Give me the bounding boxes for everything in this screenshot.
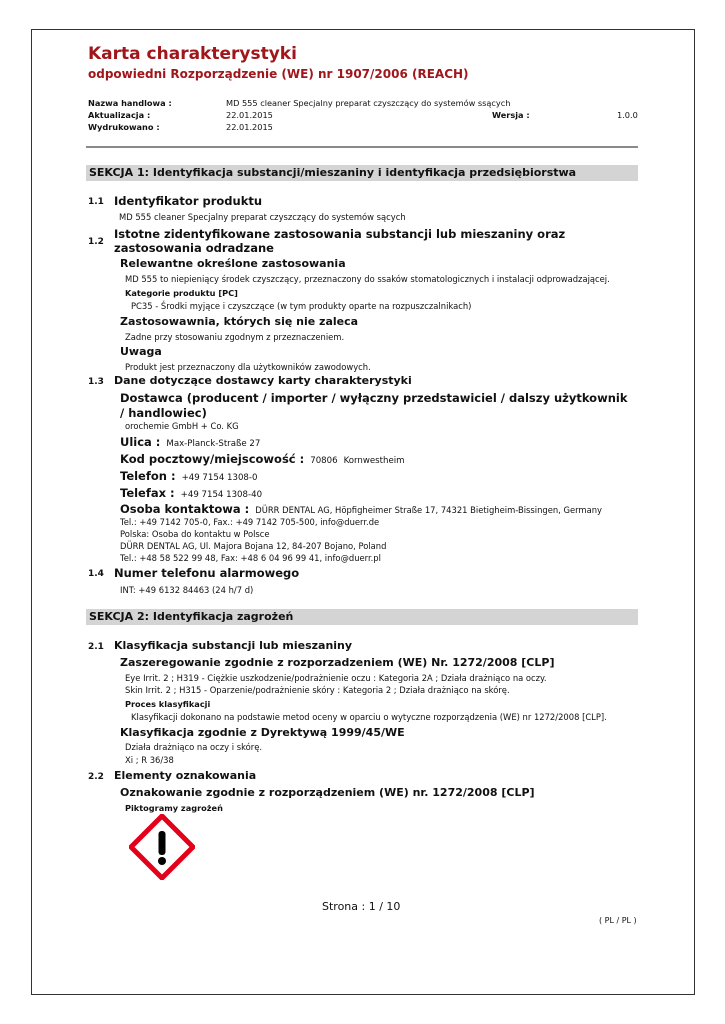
- document-subtitle: odpowiedni Rozporządzenie (WE) nr 1907/2006 (REACH): [88, 67, 469, 81]
- fax-label: Telefax :: [120, 486, 175, 500]
- version-value: 1.0.0: [617, 110, 638, 120]
- update-label: Aktualizacja :: [88, 110, 151, 120]
- header-divider: [86, 146, 638, 148]
- section-2-1-title: Klasyfikacja substancji lub mieszaniny: [114, 639, 353, 652]
- postal-label: Kod pocztowy/miejscowość :: [120, 452, 305, 466]
- directive-classification-title: Klasyfikacja zgodnie z Dyrektywą 1999/45/WE: [120, 726, 405, 739]
- document-title: Karta charakterystyki: [88, 44, 297, 64]
- supplier-title: Dostawca (producent / importer / wyłączny przedstawiciel / dalszy użytkownik / handlowiec): [120, 391, 628, 420]
- section-1-1-title: Identyfikator produktu: [114, 194, 263, 208]
- relevant-uses-title: Relewantne określone zastosowania: [120, 257, 346, 270]
- relevant-uses-text: MD 555 to niepieniący środek czyszczący, przeznaczony do ssaków stomatologicznych i instalacji odprowadzającej.: [125, 274, 610, 284]
- street-label: Ulica :: [120, 435, 161, 449]
- section-2-header: SEKCJA 2: Identyfikacja zagrożeń: [86, 609, 638, 625]
- emergency-phone-text: INT: +49 6132 84463 (24 h/7 d): [120, 585, 254, 595]
- clp-labelling-title: Oznakowanie zgodnie z rozporządzeniem (WE) nr. 1272/2008 [CLP]: [120, 786, 535, 799]
- street-row: [120, 435, 260, 449]
- printed-label: Wydrukowano :: [88, 122, 160, 132]
- street-value: Max-Planck-Straße 27: [166, 439, 261, 449]
- clp-classification-title: Zaszeregowanie zgodnie z rozporzadzeniem (WE) Nr. 1272/2008 [CLP]: [120, 656, 555, 669]
- contact-line-5: Tel.: +48 58 522 99 48, Fax: +48 6 04 96 99 41, info@duerr.pl: [120, 553, 381, 563]
- section-1-3-title: Dane dotyczące dostawcy karty charakterystyki: [114, 374, 412, 387]
- language-code: ( PL / PL ): [599, 916, 637, 925]
- clp-line-2: Skin Irrit. 2 ; H315 - Oparzenie/podrażnienie skóry : Kategoria 2 ; Działa drażniąco na skórę.: [125, 685, 510, 695]
- trade-name-label: Nazwa handlowa :: [88, 98, 172, 108]
- supplier-name: orochemie GmbH + Co. KG: [125, 421, 239, 431]
- fax-value: +49 7154 1308-40: [180, 490, 263, 500]
- section-2-2-title: Elementy oznakowania: [114, 769, 257, 782]
- note-text: Produkt jest przeznaczony dla użytkowników zawodowych.: [125, 362, 371, 372]
- section-1-4-title: Numer telefonu alarmowego: [114, 566, 300, 580]
- section-1-2-title: Istotne zidentyfikowane zastosowania substancji lub mieszaniny oraz zastosowania odradzane: [114, 227, 566, 255]
- section-1-4-number: 1.4: [88, 569, 104, 579]
- contact-line-4: DÜRR DENTAL AG, Ul. Majora Bojana 12, 84-207 Bojano, Poland: [120, 541, 387, 551]
- printed-value: 22.01.2015: [226, 122, 273, 132]
- product-category-text: PC35 - Środki myjące i czyszczące (w tym produkty oparte na rozpuszczalnikach): [131, 301, 472, 311]
- update-value: 22.01.2015: [226, 110, 273, 120]
- section-1-3-number: 1.3: [88, 377, 104, 387]
- phone-value: +49 7154 1308-0: [181, 473, 258, 483]
- trade-name-value: MD 555 cleaner Specjalny preparat czyszczący do systemów ssących: [226, 98, 511, 108]
- section-2-1-number: 2.1: [88, 642, 104, 652]
- contact-line-3: Polska: Osoba do kontaktu w Polsce: [120, 529, 270, 539]
- section-1-1-number: 1.1: [88, 197, 104, 207]
- phone-label: Telefon :: [120, 469, 176, 483]
- directive-line-1: Działa drażniąco na oczy i skórę.: [125, 742, 263, 752]
- contact-label: Osoba kontaktowa :: [120, 502, 250, 516]
- contact-line-2: Tel.: +49 7142 705-0, Fax.: +49 7142 705-500, info@duerr.de: [120, 517, 380, 527]
- postal-code: 70806: [310, 456, 338, 466]
- not-recommended-title: Zastosowawnia, których się nie zaleca: [120, 315, 359, 328]
- page-number: Strona : 1 / 10: [322, 900, 401, 913]
- section-2-2-number: 2.2: [88, 772, 104, 782]
- hazard-pictograms-title: Piktogramy zagrożeń: [125, 803, 223, 813]
- directive-line-2: Xi ; R 36/38: [125, 755, 174, 765]
- product-category-title: Kategorie produktu [PC]: [125, 288, 238, 298]
- ghs07-exclamation-icon: [129, 814, 195, 880]
- version-label: Wersja :: [492, 110, 530, 120]
- phone-row: [120, 469, 257, 483]
- section-1-2-number: 1.2: [88, 237, 104, 247]
- not-recommended-text: Zadne przy stosowaniu zgodnym z przeznaczeniem.: [125, 332, 345, 342]
- contact-value: DÜRR DENTAL AG, Höpfigheimer Straße 17, 74321 Bietigheim-Bissingen, Germany: [255, 505, 602, 515]
- note-title: Uwaga: [120, 345, 162, 358]
- city: Kornwestheim: [343, 456, 405, 466]
- section-1-header: SEKCJA 1: Identyfikacja substancji/mieszaniny i identyfikacja przedsiębiorstwa: [86, 165, 638, 181]
- postal-row: [120, 452, 405, 466]
- fax-row: [120, 486, 262, 500]
- product-identifier-text: MD 555 cleaner Specjalny preparat czyszczący do systemów sących: [119, 212, 406, 222]
- classification-process-title: Proces klasyfikacji: [125, 699, 211, 709]
- classification-process-text: Klasyfikacji dokonano na podstawie metod oceny w oparciu o wytyczne rozporządzenia (WE) nr 1272/2008 [CLP].: [131, 712, 607, 722]
- clp-line-1: Eye Irrit. 2 ; H319 - Ciężkie uszkodzenie/podrażnienie oczu : Kategoria 2A ; Działa drażniąco na oczy.: [125, 673, 547, 683]
- contact-row: [120, 502, 602, 516]
